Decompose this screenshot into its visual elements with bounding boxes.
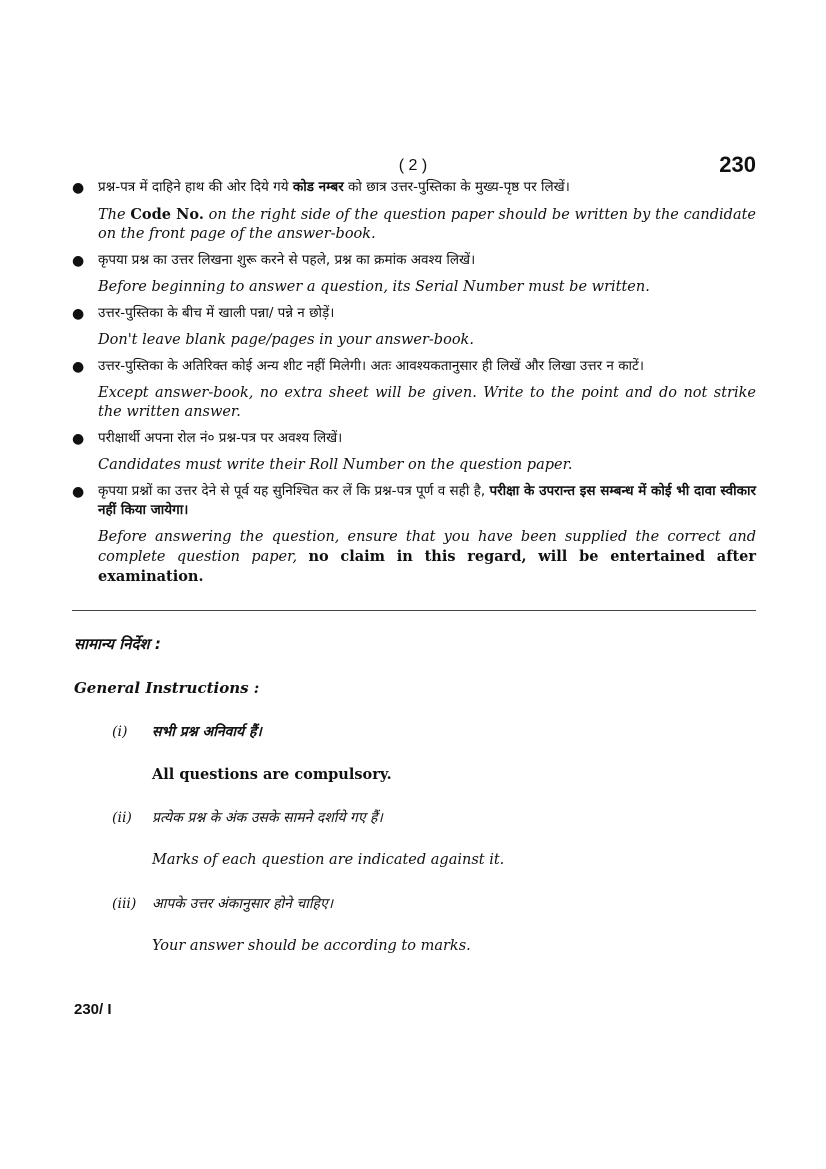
instruction-hindi: आपके उत्तर अंकानुसार होने चाहिए। xyxy=(152,896,333,912)
bullet-icon: ● xyxy=(72,484,85,500)
note-hindi: कृपया प्रश्नों का उत्तर देने से पूर्व यह सुनिश्चित कर लें कि प्रश्न-पत्र पूर्ण व सही है, परीक्षा के उपरान्त इस सम्बन्ध में कोई भी दावा स्वीकार नहीं किया जायेगा। xyxy=(98,483,756,518)
note-item xyxy=(72,304,756,350)
note-item xyxy=(72,429,756,475)
note-item xyxy=(72,357,756,422)
note-item xyxy=(72,251,756,297)
bullet-icon: ● xyxy=(72,180,85,196)
note-english: Don't leave blank page/pages in your answer-book. xyxy=(98,332,474,348)
note-item xyxy=(72,178,756,244)
note-item xyxy=(72,482,756,587)
instruction-hindi: प्रत्येक प्रश्न के अंक उसके सामने दर्शाये गए हैं। xyxy=(152,810,383,826)
note-hindi: उत्तर-पुस्तिका के बीच में खाली पन्ना/ पन्ने न छोड़ें। xyxy=(98,305,335,321)
page-number: ( 2 ) xyxy=(398,157,428,174)
instruction-number: (iii) xyxy=(112,896,137,912)
instruction-number: (ii) xyxy=(112,810,132,826)
general-instructions-heading-hindi: सामान्य निर्देश : xyxy=(74,635,161,653)
general-instructions-heading: General Instructions : xyxy=(74,679,260,697)
section-divider xyxy=(72,610,756,611)
note-hindi: प्रश्न-पत्र में दाहिने हाथ की ओर दिये गये कोड नम्बर को छात्र उत्तर-पुस्तिका के मुख्य-पृष्ठ पर लिखें। xyxy=(98,179,570,195)
instruction-english: Your answer should be according to marks. xyxy=(152,938,471,954)
candidate-notes xyxy=(72,178,756,594)
note-english: Before beginning to answer a question, its Serial Number must be written. xyxy=(98,279,650,295)
note-hindi: कृपया प्रश्न का उत्तर लिखना शुरू करने से पहले, प्रश्न का क्रमांक अवश्य लिखें। xyxy=(98,252,476,268)
instruction-english: All questions are compulsory. xyxy=(152,766,392,783)
bullet-icon: ● xyxy=(72,253,85,269)
note-hindi: परीक्षार्थी अपना रोल नं० प्रश्न-पत्र पर अवश्य लिखें। xyxy=(98,430,343,446)
instruction-hindi: सभी प्रश्न अनिवार्य हैं। xyxy=(152,724,262,740)
note-english: The Code No. on the right side of the question paper should be written by the candidate on the front page of the answer-book. xyxy=(98,206,757,242)
paper-code: 230 xyxy=(719,152,756,177)
note-english: Except answer-book, no extra sheet will be given. Write to the point and do not strike the written answer. xyxy=(98,385,756,420)
instruction-english: Marks of each question are indicated against it. xyxy=(152,852,505,868)
bullet-icon: ● xyxy=(72,359,85,375)
instruction-number: (i) xyxy=(112,724,128,740)
note-english: Before answering the question, ensure that you have been supplied the correct and complete question paper, no claim in this regard, will be entertained after examination. xyxy=(98,529,757,585)
note-hindi: उत्तर-पुस्तिका के अतिरिक्त कोई अन्य शीट नहीं मिलेगी। अतः आवश्यकतानुसार ही लिखें और लिखा उत्तर न काटें। xyxy=(98,358,644,374)
note-english: Candidates must write their Roll Number on the question paper. xyxy=(98,457,573,473)
bullet-icon: ● xyxy=(72,431,85,447)
footer-code: 230/ I xyxy=(74,1001,112,1018)
bullet-icon: ● xyxy=(72,306,85,322)
